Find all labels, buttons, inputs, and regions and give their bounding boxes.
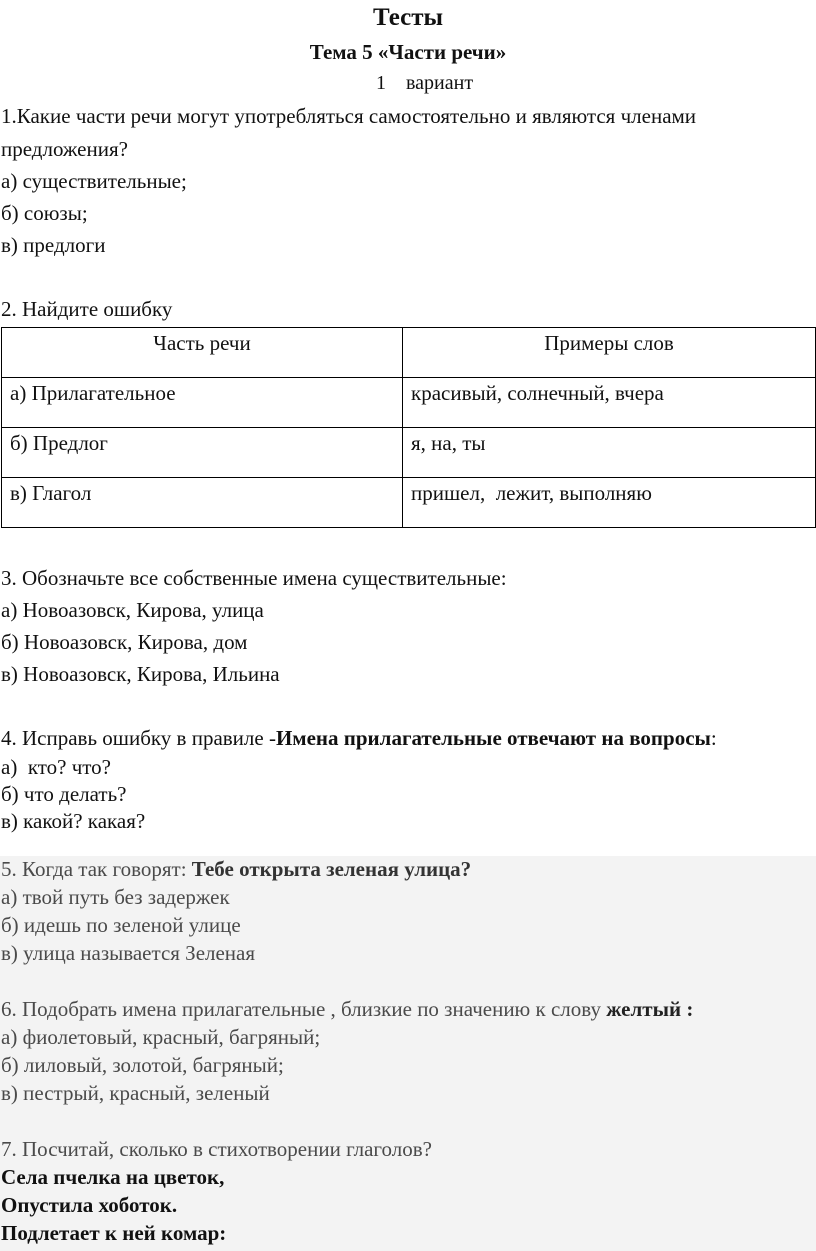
- q5-text-prefix: 5. Когда так говорят:: [1, 857, 192, 881]
- q5-option-a: а) твой путь без задержек: [1, 885, 230, 909]
- q4-option-b: б) что делать?: [1, 782, 127, 806]
- table-cell: пришел, лежит, выполняю: [403, 478, 816, 528]
- q4-option-c: в) какой? какая?: [1, 809, 146, 833]
- q3-option-c: в) Новоазовск, Кирова, Ильина: [1, 662, 280, 686]
- table-cell: а) Прилагательное: [2, 378, 403, 428]
- q7-text: 7. Посчитай, сколько в стихотворении глаголов?: [1, 1137, 432, 1161]
- table-cell: красивый, солнечный, вчера: [403, 378, 816, 428]
- q6-option-a: а) фиолетовый, красный, багряный;: [1, 1025, 321, 1049]
- table-header-cell: Примеры слов: [403, 328, 816, 378]
- q5-option-c: в) улица называется Зеленая: [1, 941, 256, 965]
- q6-option-b: б) лиловый, золотой, багряный;: [1, 1053, 284, 1077]
- table-cell: я, на, ты: [403, 428, 816, 478]
- q5-option-b: б) идешь по зеленой улице: [1, 913, 241, 937]
- table-row: [2, 478, 816, 528]
- q6-text-prefix: 6. Подобрать имена прилагательные , близкие по значению к слову: [1, 997, 607, 1021]
- poem-line-3: Подлетает к ней комар:: [1, 1221, 227, 1245]
- table-row: [2, 428, 816, 478]
- parts-of-speech-table: [1, 327, 816, 528]
- variant-label: 1 вариант: [376, 72, 474, 94]
- q4-rule-bold: Имена прилагательные отвечают на вопросы: [275, 726, 711, 750]
- table-cell: в) Глагол: [2, 478, 403, 528]
- q1-text-line1: 1.Какие части речи могут употребляться самостоятельно и являются членами: [1, 104, 697, 128]
- q1-option-c: в) предлоги: [1, 233, 106, 257]
- q5-text: [1, 857, 471, 882]
- q3-option-b: б) Новоазовск, Кирова, дом: [1, 630, 248, 654]
- table-cell: б) Предлог: [2, 428, 403, 478]
- q1-option-a: а) существительные;: [1, 169, 187, 193]
- table-header-row: [2, 328, 816, 378]
- q6-option-c: в) пестрый, красный, зеленый: [1, 1081, 270, 1105]
- q4-text: [1, 726, 717, 751]
- q1-option-b: б) союзы;: [1, 201, 88, 225]
- poem-line-1: Села пчелка на цветок,: [1, 1165, 225, 1189]
- topic-title: Тема 5 «Части речи»: [309, 40, 507, 64]
- q1-text-line2: предложения?: [1, 137, 128, 161]
- page-title: Тесты: [372, 4, 444, 31]
- poem-line-2: Опустила хоботок.: [1, 1193, 178, 1217]
- q5-idiom-bold: Тебе открыта зеленая улица?: [191, 857, 472, 881]
- q3-text: 3. Обозначьте все собственные имена существительные:: [1, 566, 507, 590]
- q3-option-a: а) Новоазовск, Кирова, улица: [1, 598, 264, 622]
- table-header-cell: Часть речи: [2, 328, 403, 378]
- table-row: [2, 378, 816, 428]
- q4-text-prefix: 4. Исправь ошибку в правиле -: [1, 726, 276, 750]
- q4-text-suffix: :: [710, 726, 717, 750]
- q2-text: 2. Найдите ошибку: [1, 297, 173, 321]
- q4-option-a: а) кто? что?: [1, 755, 111, 779]
- q6-word-bold: желтый :: [606, 997, 694, 1021]
- q6-text: [1, 997, 693, 1022]
